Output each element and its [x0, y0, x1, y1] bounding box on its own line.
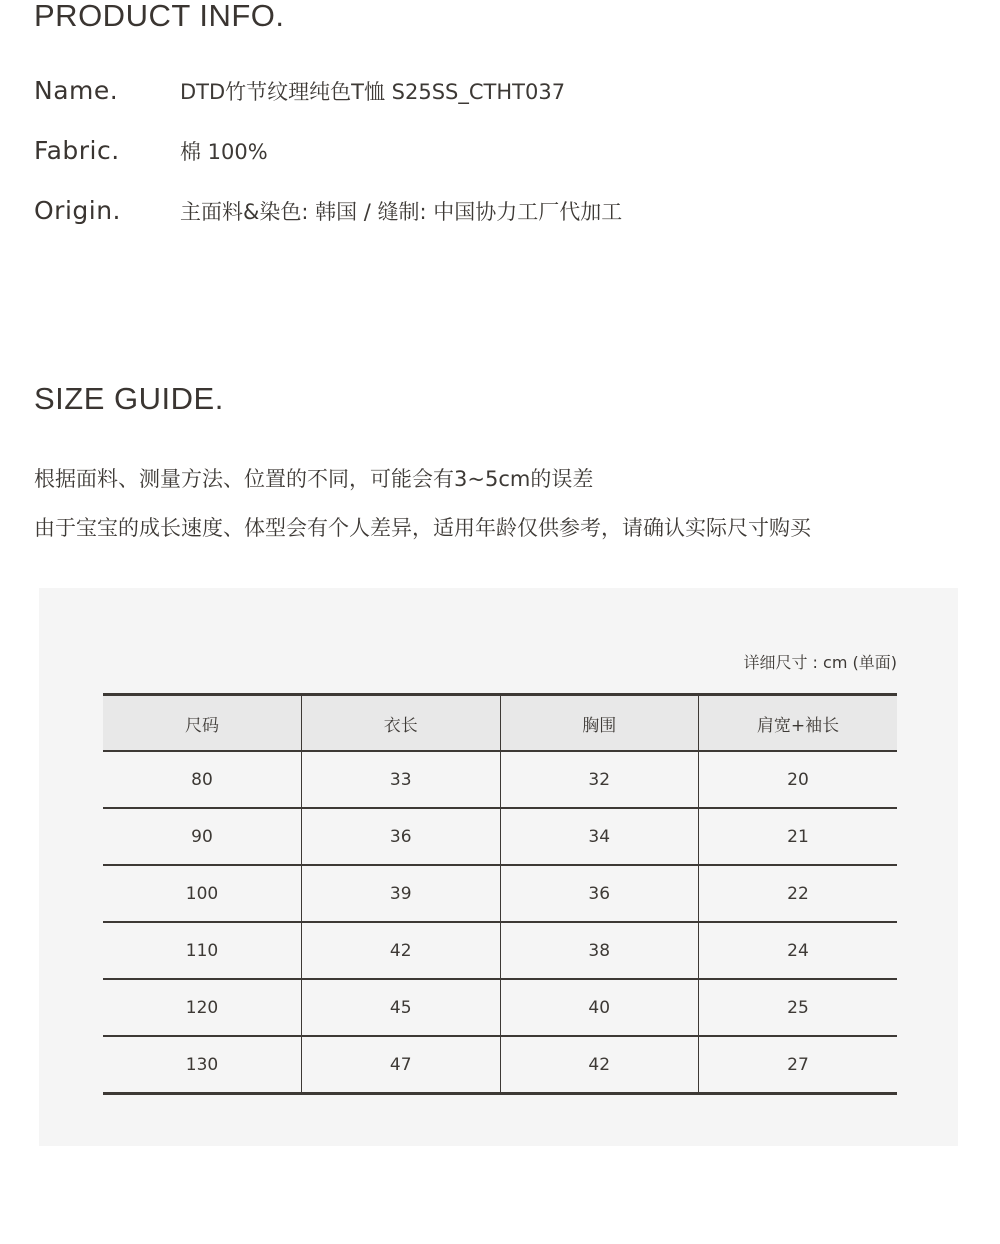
- cell-shoulder-sleeve: 20: [699, 751, 898, 808]
- cell-length: 47: [302, 1036, 501, 1094]
- table-row: [103, 751, 897, 808]
- cell-size: 80: [103, 751, 302, 808]
- cell-length: 36: [302, 808, 501, 865]
- info-label-origin: Origin.: [34, 196, 122, 225]
- cell-size: 100: [103, 865, 302, 922]
- cell-chest: 42: [500, 1036, 699, 1094]
- cell-chest: 40: [500, 979, 699, 1036]
- cell-shoulder-sleeve: 27: [699, 1036, 898, 1094]
- info-row-origin: [34, 196, 622, 226]
- table-row: [103, 865, 897, 922]
- table-header-row: [103, 695, 897, 752]
- size-note-error-margin: 根据面料、测量方法、位置的不同，可能会有3~5cm的误差: [34, 467, 594, 491]
- info-value-fabric: 棉 100%: [180, 140, 268, 164]
- header-shoulder-sleeve: 肩宽+袖长: [699, 695, 898, 752]
- cell-size: 120: [103, 979, 302, 1036]
- cell-chest: 34: [500, 808, 699, 865]
- cell-shoulder-sleeve: 21: [699, 808, 898, 865]
- size-note-age-reference: 由于宝宝的成长速度、体型会有个人差异，适用年龄仅供参考，请确认实际尺寸购买: [34, 516, 811, 540]
- cell-chest: 36: [500, 865, 699, 922]
- unit-label: 详细尺寸 : cm (单面): [743, 653, 897, 672]
- cell-length: 42: [302, 922, 501, 979]
- table-row: [103, 1036, 897, 1094]
- table-row: [103, 979, 897, 1036]
- info-value-origin: 主面料&染色: 韩国 / 缝制: 中国协力工厂代加工: [180, 200, 623, 224]
- header-size: 尺码: [103, 695, 302, 752]
- cell-shoulder-sleeve: 25: [699, 979, 898, 1036]
- cell-shoulder-sleeve: 22: [699, 865, 898, 922]
- size-guide-title: SIZE GUIDE.: [34, 381, 224, 416]
- header-length: 衣长: [302, 695, 501, 752]
- cell-chest: 38: [500, 922, 699, 979]
- table-row: [103, 808, 897, 865]
- cell-shoulder-sleeve: 24: [699, 922, 898, 979]
- cell-length: 45: [302, 979, 501, 1036]
- info-value-name: DTD竹节纹理纯色T恤 S25SS_CTHT037: [180, 80, 566, 104]
- cell-length: 39: [302, 865, 501, 922]
- table-row: [103, 922, 897, 979]
- info-label-name: Name.: [34, 76, 119, 105]
- info-row-fabric: [34, 136, 268, 166]
- cell-size: 110: [103, 922, 302, 979]
- cell-chest: 32: [500, 751, 699, 808]
- info-label-fabric: Fabric.: [34, 136, 120, 165]
- cell-size: 90: [103, 808, 302, 865]
- size-table-panel: [39, 588, 958, 1146]
- header-chest: 胸围: [500, 695, 699, 752]
- size-table: [103, 693, 897, 1095]
- product-info-title: PRODUCT INFO.: [34, 0, 285, 33]
- info-row-name: [34, 76, 565, 106]
- cell-length: 33: [302, 751, 501, 808]
- cell-size: 130: [103, 1036, 302, 1094]
